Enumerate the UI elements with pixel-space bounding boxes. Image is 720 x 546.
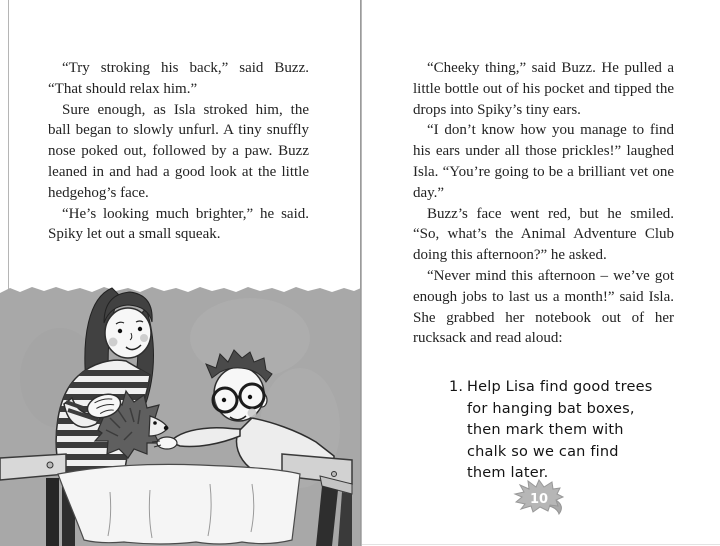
paragraph: Sure enough, as Isla stroked him, the ball began to slowly unfurl. A tiny snuffly nose poked out, followed by a paw. Buzz leaned in and had a good look at the little hedgehog’s face. xyxy=(48,101,309,201)
notebook-item-number: 1. xyxy=(449,379,464,395)
left-page-text xyxy=(48,58,309,245)
notebook-list-item xyxy=(449,377,657,485)
paragraph: “Try stroking his back,” said Buzz. “That should relax him.” xyxy=(48,60,309,97)
page-number: 10 xyxy=(529,492,549,507)
right-page-bottom-edge xyxy=(362,544,720,545)
notebook-item-text: Help Lisa find good trees for hanging bat boxes, then mark them with chalk so we can find them later. xyxy=(467,379,653,481)
paragraph: “I don’t know how you manage to find his ears under all those prickles!” laughed Isla. “You’re going to be a brilliant vet one day.” xyxy=(413,122,674,201)
paragraph: Buzz’s face went red, but he smiled. “So, what’s the Animal Adventure Club doing this afternoon?” he asked. xyxy=(413,205,674,264)
page-number-badge xyxy=(512,479,566,517)
paragraph: “Never mind this afternoon – we’ve got enough jobs to last us a month!” said Isla. She grabbed her notebook out of her rucksack and read aloud: xyxy=(413,267,674,347)
notebook-list xyxy=(449,377,657,485)
paragraph: “Cheeky thing,” said Buzz. He pulled a little bottle out of his pocket and tipped the drops into Spiky’s tiny ears. xyxy=(413,60,674,118)
right-page-text xyxy=(413,58,674,349)
tablecloth xyxy=(58,464,300,544)
hedgehog-illustration xyxy=(0,278,361,546)
paragraph: “He’s looking much brighter,” he said. Spiky let out a small squeak. xyxy=(48,205,309,243)
book-spine xyxy=(360,0,362,546)
